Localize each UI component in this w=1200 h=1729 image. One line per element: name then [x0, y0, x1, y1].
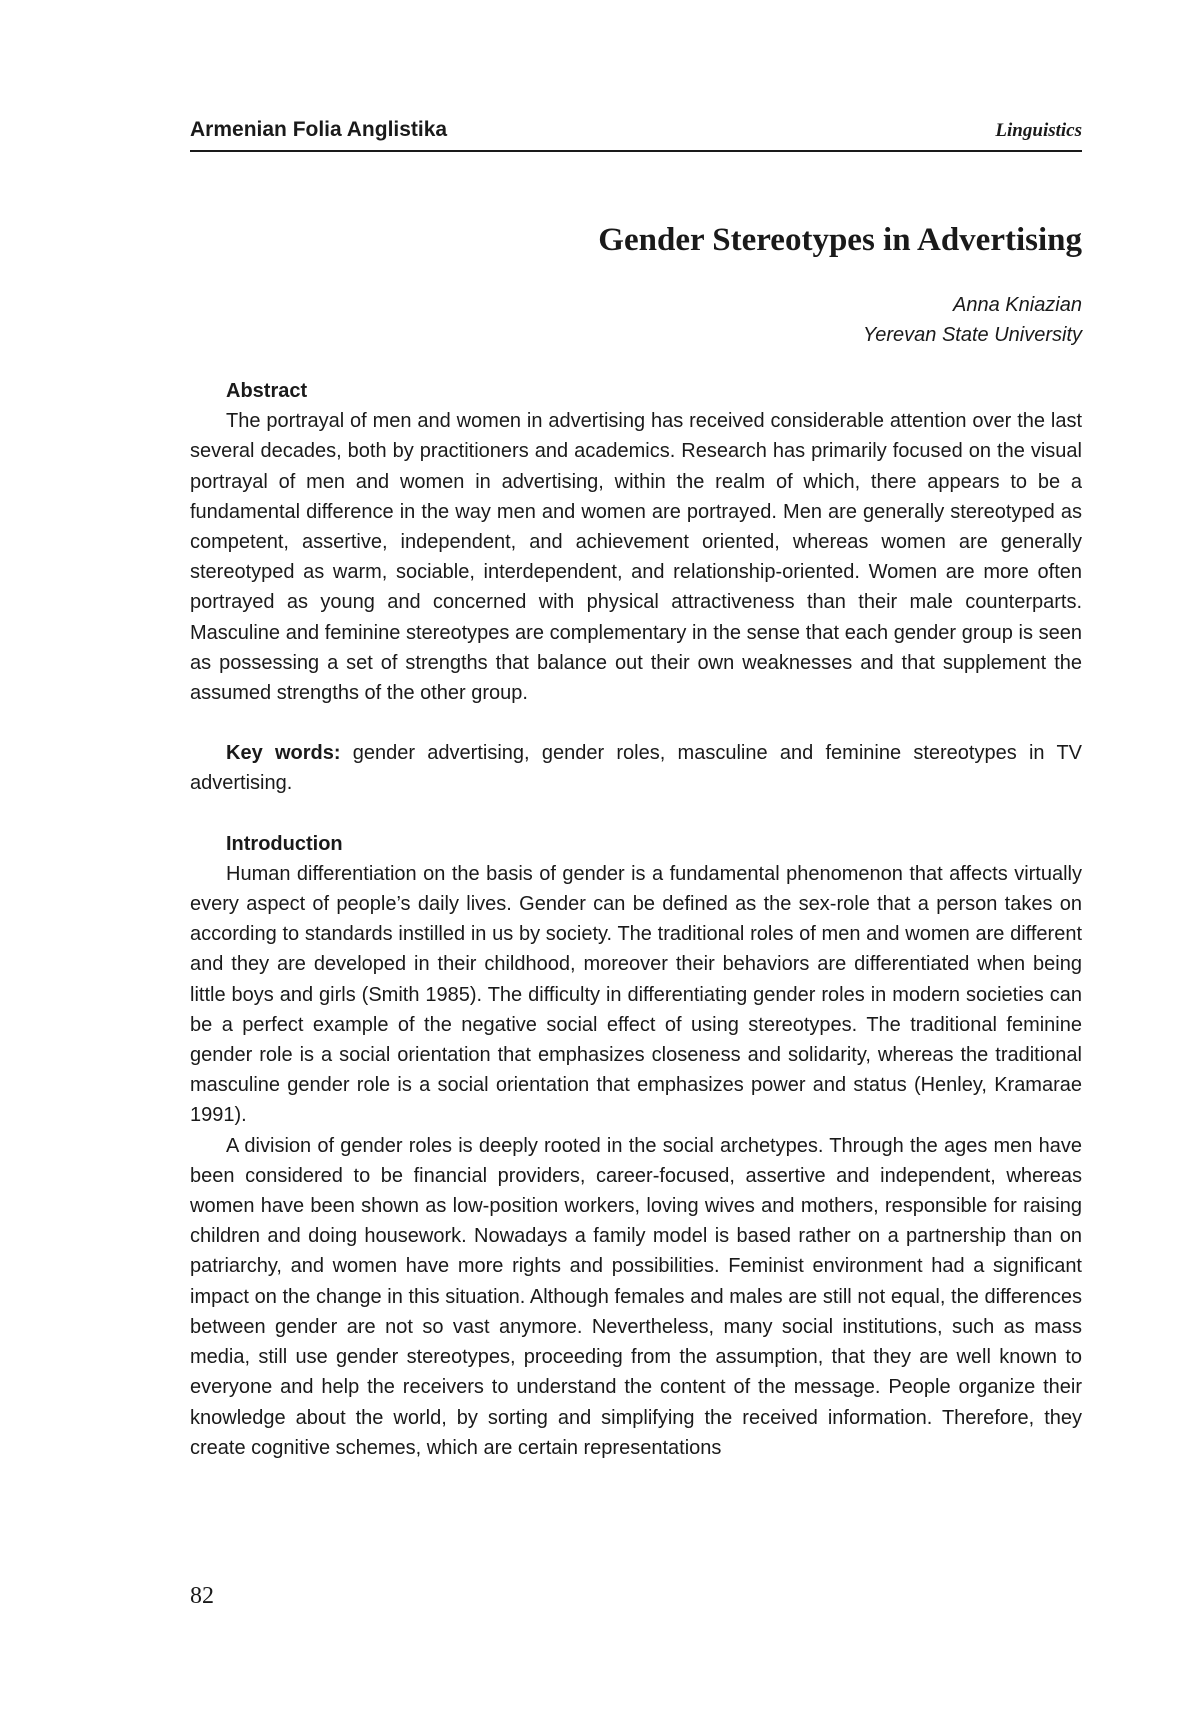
keywords-label: Key words: — [226, 742, 341, 765]
spacer — [190, 708, 1082, 738]
journal-name: Armenian Folia Anglistika — [190, 118, 448, 141]
journal-page — [190, 0, 1082, 1729]
introduction-paragraph-1: Human differentiation on the basis of gender is a fundamental phenomenon that affects virtually every aspect of people’s daily lives. Gender can be defined as the sex-role that a person takes on according to standards instilled in us by society. The traditional roles of men and women are different and they are developed in their childhood, moreover their behaviors are differentiated when being little boys and girls (Smith 1985). The difficulty in differentiating gender roles in modern societies can be a perfect example of the negative social effect of using stereotypes. The traditional feminine gender role is a social orientation that emphasizes closeness and solidarity, whereas the traditional masculine gender role is a social orientation that emphasizes power and status (Henley, Kramarae 1991). — [190, 862, 1082, 1127]
abstract-heading: Abstract — [226, 380, 308, 402]
author-name: Anna Kniazian — [953, 294, 1082, 316]
keywords-paragraph — [190, 738, 1082, 798]
introduction-paragraph-2: A division of gender roles is deeply rooted in the social archetypes. Through the ages men have been considered to be financial providers, career-focused, assertive and independent, whereas women have been shown as low-position workers, loving wives and mothers, responsible for raising children and doing housework. Nowadays a family model is based rather on a partnership than on patriarchy, and women have more rights and possibilities. Feminist environment had a significant impact on the change in this situation. Although females and males are still not equal, the differences between gender are not so vast anymore. Nevertheless, many social institutions, such as mass media, still use gender stereotypes, proceeding from the assumption, that they are well known to everyone and help the receivers to understand the content of the message. People organize their knowledge about the world, by sorting and simplifying the received information. Therefore, they create cognitive schemes, which are certain representations — [190, 1134, 1082, 1459]
article-body — [190, 376, 1082, 1463]
page-number: 82 — [190, 1583, 214, 1609]
author-affiliation: Yerevan State University — [863, 324, 1082, 346]
abstract-paragraph: The portrayal of men and women in advertising has received considerable attention over the last several decades, both by practitioners and academics. Research has primarily focused on the visual portrayal of men and women in advertising, within the realm of which, there appears to be a fundamental difference in the way men and women are portrayed. Men are generally stereotyped as competent, assertive, independent, and achievement oriented, whereas women are generally stereotyped as warm, sociable, interdependent, and relationship-oriented. Women are more often portrayed as young and concerned with physical attractiveness than their male counterparts. Masculine and feminine stereotypes are complementary in the sense that each gender group is seen as possessing a set of strengths that balance out their own weaknesses and that supplement the assumed strengths of the other group. — [190, 410, 1082, 705]
section-name: Linguistics — [995, 120, 1082, 141]
article-title: Gender Stereotypes in Advertising — [598, 222, 1082, 258]
author-block — [863, 290, 1082, 350]
keywords-text: gender advertising, gender roles, masculine and feminine stereotypes in TV advertising. — [190, 742, 1082, 795]
introduction-heading: Introduction — [226, 832, 343, 855]
spacer — [190, 799, 1082, 829]
running-header — [190, 118, 1082, 152]
